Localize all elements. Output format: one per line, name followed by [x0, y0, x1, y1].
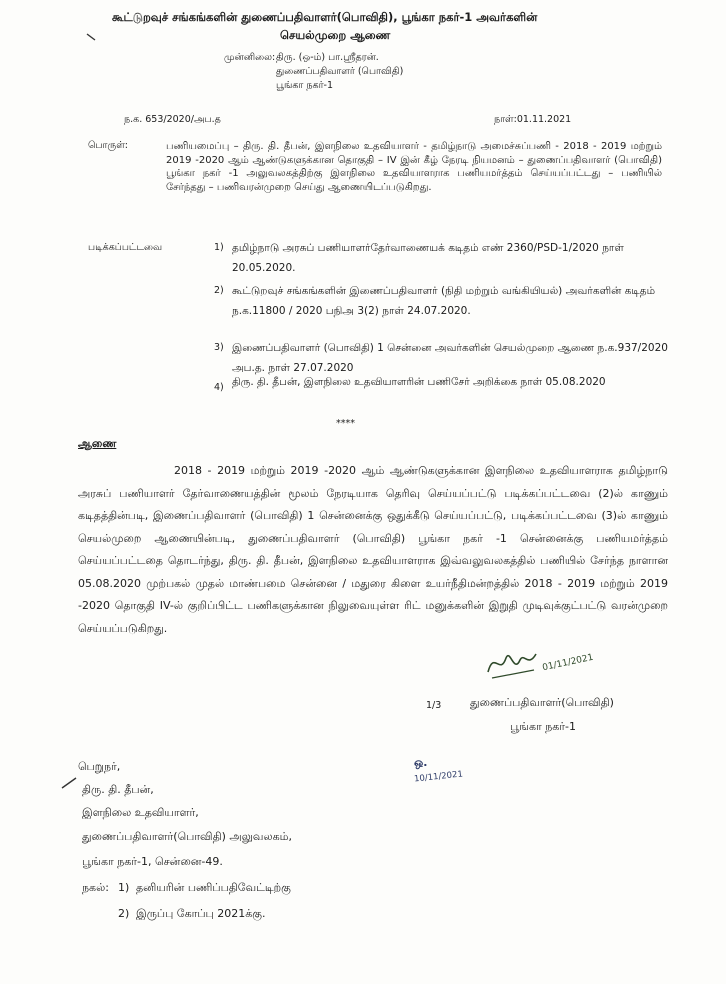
- recipient-office: துணைப்பதிவாளர்(பொவிதி) அலுவலகம்,: [82, 830, 292, 843]
- order-heading: ஆணை: [78, 437, 117, 450]
- recipient-label: பெறுநர்,: [78, 760, 121, 773]
- signature-office: பூங்கா நகர்-1: [510, 720, 577, 733]
- signature-date: 01/11/2021: [541, 652, 595, 674]
- header-line-1: கூட்டுறவுச் சங்கங்களின் துணைப்பதிவாளர்(பொவிதி), பூங்கா நகர்-1 அவர்களின்: [112, 10, 538, 24]
- receipt-initial: ஒ.: [414, 756, 428, 769]
- reference-item-text: திரு. தி. தீபன், இளநிலை உதவியாளரின் பணிசேர் அறிக்கை நாள் 05.08.2020: [232, 376, 606, 388]
- recipient-name: திரு. தி. தீபன்,: [82, 783, 154, 796]
- copy-item-number: 2): [118, 907, 130, 920]
- order-body: 2018 - 2019 மற்றும் 2019 -2020 ஆம் ஆண்டுகளுக்கான இளநிலை உதவியாளராக தமிழ்நாடு அரசுப் பணியாளர் தேர்வாணையத்தின் மூலம் நேரடியாக தெரிவு செய்யப்பட்டு படிக்கப்பட்டவை (2)ல் காணும் கடிதத்தின்படி, இணைப்பதிவாளர் (பொவிதி) 1 சென்னைக்கு ஒதுக்கீடு செய்யப்பட்டு, படிக்கப்பட்டவை (3)ல் காணும் செயல்முறை ஆணையின்படி, துணைப்பதிவாளர் (பொவிதி) பூங்கா நகர் -1 சென்னைக்கு பணியமர்த்தம் செய்யப்பட்டதை தொடர்ந்து, திரு. தி. தீபன், இளநிலை உதவியாளராக இவ்வலுவலகத்தில் பணியில் சேர்ந்த நாளான 05.08.2020 முற்பகல் முதல் மாண்பமை சென்னை / மதுரை கிளை உயர்நீதிமன்றத்தில் 2018 - 2019 மற்றும் 2019 -2020 தொகுதி IV-ல் குறிப்பிட்ட பணிகளுக்கான நிலுவையுள்ள ரிட் மனுக்களின் இறுதி முடிவுக்குட்பட்டு வரன்முறை செய்யப்படுகிறது.: [78, 464, 668, 635]
- subject-text: பணியமைப்பு – திரு. தி. தீபன், இளநிலை உதவியாளர் - தமிழ்நாடு அமைச்சுப்பணி - 2018 - 2019 மற்றும் 2019 -2020 ஆம் ஆண்டுகளுக்கான தொகுதி – IV இன் கீழ் நேரடி நியமனம் – துணைப்பதிவாளர் (பொவிதி) பூங்கா நகர் -1 அலுவலகத்திற்கு இளநிலை உதவியாளராக பணியமர்த்தம் செய்யப்பட்டது – பணியில் சேர்ந்தது – பணிவரன்முறை செய்து ஆணையிடப்படுகிறது.: [166, 141, 662, 193]
- recipient-address: பூங்கா நகர்-1, சென்னை-49.: [82, 855, 223, 868]
- tick-mark-icon: [60, 776, 80, 790]
- signature-designation: துணைப்பதிவாளர்(பொவிதி): [470, 696, 614, 709]
- references-label: படிக்கப்பட்டவை: [88, 242, 163, 253]
- subject-label: பொருள்:: [88, 140, 129, 151]
- signature-scribble-icon: [484, 640, 544, 684]
- signature-mark: 1/3: [426, 700, 442, 711]
- presence-designation: துணைப்பதிவாளர் (பொவிதி): [276, 66, 404, 77]
- reference-item-number: 1): [214, 242, 224, 253]
- reference-item-number: 3): [214, 342, 224, 353]
- reference-item-number: 2): [214, 285, 224, 296]
- receipt-date: 10/11/2021: [413, 769, 464, 785]
- recipient-designation: இளநிலை உதவியாளர்,: [82, 806, 199, 819]
- copy-item-text: இருப்பு கோப்பு 2021க்கு.: [136, 907, 266, 920]
- presence-label: முன்னிலை:: [224, 52, 276, 63]
- reference-number: ந.க. 653/2020/அப.த: [124, 114, 221, 125]
- reference-item-text: இணைப்பதிவாளர் (பொவிதி) 1 சென்னை அவர்களின் செயல்முறை ஆணை ந.க.937/2020 அப.த. நாள் 27.07.2020: [232, 342, 668, 374]
- reference-item-text: கூட்டுறவுச் சங்கங்களின் இணைப்பதிவாளர் (நிதி மற்றும் வங்கியியல்) அவர்களின் கடிதம் ந.க.11800 / 2020 பநிஅ 3(2) நாள் 24.07.2020.: [232, 285, 656, 317]
- presence-name: திரு. (ஒ-ம்) பா.ஸ்ரீதரன்.: [276, 52, 379, 63]
- separator: ****: [336, 418, 355, 429]
- reference-item-number: 4): [214, 382, 224, 393]
- copy-item-text: தனியரின் பணிப்பதிவேட்டிற்கு: [136, 881, 291, 894]
- pen-mark-icon: [86, 33, 98, 43]
- presence-office: பூங்கா நகர்-1: [276, 80, 334, 91]
- reference-item-text: தமிழ்நாடு அரசுப் பணியாளர்தேர்வாணையக் கடிதம் எண் 2360/PSD-1/2020 நாள் 20.05.2020.: [232, 242, 624, 274]
- copy-item-number: 1): [118, 881, 130, 894]
- order-date: நாள்:01.11.2021: [494, 114, 572, 125]
- header-line-2: செயல்முறை ஆணை: [280, 28, 391, 42]
- copy-label: நகல்:: [82, 881, 109, 894]
